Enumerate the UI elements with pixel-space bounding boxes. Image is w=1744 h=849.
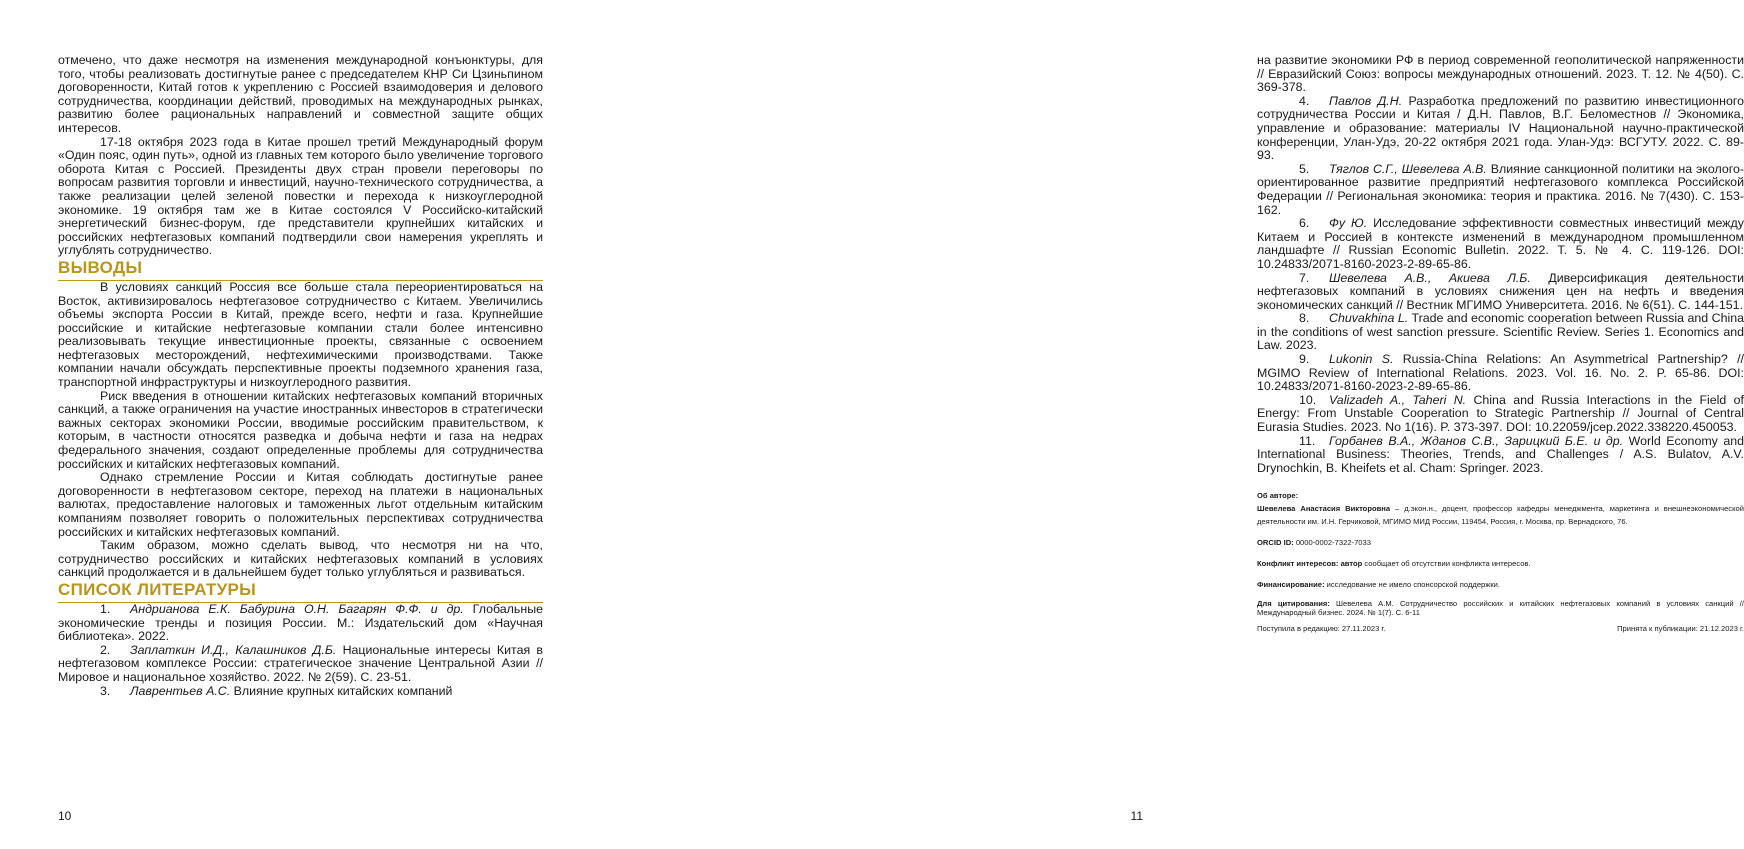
reference-item [58, 685, 543, 699]
reference-number: 5. [1299, 161, 1310, 176]
reference-item [1257, 272, 1744, 313]
reference-item [1257, 394, 1744, 435]
reference-text: Влияние санкционной политики на эколого-ориентированное развитие предприятий нефтегазового комплекса Российской Федерации // Региональная экономика: теория и практика. 2016. № 7(430). С. 153-162. [1257, 161, 1744, 217]
reference-text: Исследование эффективности совместных инвестиций между Китаем и Россией в контексте изменений в международном промышленном ландшафте // Russian Economic Bulletin. 2022. Т. 5. № 4. С. 119-126. DOI: 10.24833/2071-8160-2023-2-89-65-86. [1257, 216, 1744, 271]
reference-text: Разработка предложений по развитию инвестиционного сотрудничества России и Китая / Д.Н. Павлов, В.Г. Беломестнов // Экономика, управление и образование: материалы IV Национальной научно-практической конференции, Улан-Удэ, 20-22 октября 2021 года. Улан-Удэ: ВСГУТУ. 2022. С. 89-93. [1257, 93, 1744, 163]
reference-number: 7. [1299, 270, 1310, 285]
section-heading-references: СПИСОК ЛИТЕРАТУРЫ [58, 580, 543, 603]
reference-number: 3. [100, 683, 111, 698]
reference-item [1257, 435, 1744, 476]
page-number-left: 10 [58, 809, 72, 823]
conflict-info [1257, 557, 1744, 570]
received-date: Поступила в редакцию: 27.11.2023 г. [1257, 624, 1386, 634]
reference-authors: Тяглов С.Г., Шевелева А.В. [1329, 161, 1487, 176]
funding-value: исследование не имело спонсорской поддержки. [1324, 580, 1501, 590]
reference-text: China and Russia Interactions in the Field of Energy: From Unstable Cooperation to Strategic Partnership // Journal of Central Eurasia Studies. 2023. No 1(16). P. 373-397. DOI: 10.22059/jcep.2022.338220.450053. [1257, 392, 1744, 435]
reference-authors: Горбанев В.А., Жданов С.В., Зарицкий Б.Е. и др. [1329, 433, 1624, 448]
author-name: Шевелева Анастасия Викторовна [1257, 504, 1391, 514]
reference-item [1257, 217, 1744, 271]
reference-item [58, 644, 543, 685]
body-paragraph: Таким образом, можно сделать вывод, что несмотря ни на что, сотрудничество российских и китайских нефтегазовых компаний в условиях санкций продолжается и в дальнейшем будет только углубляться и развиваться. [58, 538, 543, 580]
accepted-date: Принята к публикации: 21.12.2023 г. [1617, 624, 1744, 634]
conflict-value: сообщает об отсутствии конфликта интересов. [1362, 559, 1531, 569]
reference-item [1257, 163, 1744, 217]
reference-text: Диверсификация деятельности нефтегазовых компаний в условиях снижения цен на нефть и введения экономических санкций // Вестник МГИМО Университета. 2016. № 6(51). С. 144-151. [1257, 270, 1744, 312]
author-description: – д.экон.н., доцент, профессор кафедры менеджмента, маркетинга и внешнеэкономической деятельности им. И.Н. Герчиковой, МГИМО МИД России, 119454, Россия, г. Москва, пр. Вернадского, 76. [1257, 504, 1744, 527]
reference-item [1257, 353, 1744, 394]
reference-item [58, 603, 543, 644]
reference-number: 8. [1299, 311, 1310, 326]
reference-authors: Lukonin S. [1329, 352, 1394, 367]
orcid-info [1257, 536, 1744, 549]
article-metadata [1257, 489, 1744, 634]
reference-authors: Шевелева А.В., Акиева Л.Б. [1329, 270, 1531, 285]
reference-authors: Лаврентьев А.С. [130, 683, 231, 698]
citation-label: Для цитирования: [1257, 599, 1330, 609]
reference-authors: Павлов Д.Н. [1329, 93, 1403, 108]
reference-text: Глобальные экономические тренды и позиция России. М.: Издательский дом «Научная библиотека». 2022. [58, 601, 543, 644]
reference-text: Russia-China Relations: An Asymmetrical Partnership? // MGIMO Review of International Relations. 2023. Vol. 16. No. 2. P. 65-86. DOI: 10.24833/2071-8160-2023-2-89-65-86. [1257, 352, 1744, 394]
citation-value: Шевелева А.М. Сотрудничество российских и китайских нефтегазовых компаний в условиях санкций // Международный бизнес. 2024. № 1(7). С. 6-11 [1257, 599, 1744, 618]
left-page [0, 0, 600, 849]
reference-authors: Фу Ю. [1329, 216, 1368, 231]
reference-number: 1. [100, 601, 111, 616]
reference-continuation: на развитие экономики РФ в период современной геополитической напряженности // Евразийский Союз: вопросы международных отношений. 2023. Т. 12. № 4(50). С. 369-378. [1257, 53, 1744, 95]
reference-number: 9. [1299, 352, 1310, 367]
reference-number: 11. [1299, 433, 1316, 448]
orcid-value: 0000-0002-7322-7033 [1293, 538, 1371, 548]
reference-authors: Chuvakhina L. [1329, 311, 1409, 326]
left-column [58, 54, 543, 698]
body-paragraph: 17-18 октября 2023 года в Китае прошел третий Международный форум «Один пояс, один путь», одной из главных тем которого было увеличение торгового оборота Китая с Россией. Президенты двух стран провели переговоры по вопросам развития торговли и инвестиций, научно-технического сотрудничества, а также реализации целей зеленой повестки и перехода к низкоуглеродной экономике. 19 октября там же в Китае состоялся V Российско-китайский энергетический бизнес-форум, где представители крупнейших китайских и российских нефтегазовых компаний подтвердили свои намерения укреплять и углублять сотрудничество. [58, 134, 543, 258]
reference-number: 4. [1299, 93, 1310, 108]
reference-number: 6. [1299, 216, 1310, 231]
body-paragraph: В условиях санкций Россия все больше стала переориентироваться на Восток, активизировалось нефтегазовое сотрудничество с Китаем. Увеличились объемы экспорта России в Китай, прежде всего, нефти и газа. Крупнейшие российские и китайские нефтегазовые компании стали более интенсивно реализовывать текущие инвестиционные проекты, связанные с освоением нефтегазовых месторождений, нефтехимическими производствами. Также компании начали обсуждать перспективные проекты подземного хранения газа, транспортной инфраструктуры и низкоуглеродного развития. [58, 279, 543, 390]
dates-row [1257, 623, 1744, 634]
author-info [1257, 502, 1744, 528]
reference-number: 2. [100, 642, 111, 657]
orcid-label: ORCID ID: [1257, 538, 1294, 548]
reference-text: Национальные интересы Китая в нефтегазовом комплексе России: стратегическое значение Центральной Азии // Мировое и национальное хозяйство. 2022. № 2(59). С. 23-51. [58, 642, 543, 684]
about-author-label: Об авторе: [1257, 491, 1299, 501]
citation-info [1257, 599, 1744, 617]
conflict-label: Конфликт интересов: автор [1257, 559, 1363, 569]
reference-authors: Заплаткин И.Д., Калашников Д.Б. [130, 642, 337, 657]
reference-item [1257, 312, 1744, 353]
funding-label: Финансирование: [1257, 580, 1325, 590]
body-paragraph: Однако стремление России и Китая соблюдать достигнутые ранее договоренности в нефтегазовом секторе, переход на платежи в национальных валютах, предоставление налоговых и таможенных льгот отдельным китайским компаниям позволяет говорить о положительных перспективах сотрудничества российских и китайских нефтегазовых компаний. [58, 470, 543, 539]
body-paragraph: отмечено, что даже несмотря на изменения международной конъюнктуры, для того, чтобы реализовать достигнутые ранее с председателем КНР Си Цзиньпином договоренности, Китай готов к укреплению с Россией взаимодоверия и делового сотрудничества, координации действий, проводимых на международных рынках, развитию более рациональных направлений и совместной защите общих интересов. [58, 53, 543, 135]
section-heading-conclusions: ВЫВОДЫ [58, 258, 543, 281]
body-paragraph: Риск введения в отношении китайских нефтегазовых компаний вторичных санкций, а также ограничения на участие иностранных инвесторов в стратегически важных секторах экономики России, вводимые российским правительством, к которым, в частности относятся разведка и добыча нефти и газа на недрах федерального значения, создают определенные проблемы для сотрудничества российских и китайских нефтегазовых компаний. [58, 388, 543, 471]
reference-text: Trade and economic cooperation between Russia and China in the conditions of west sanction pressure. Scientific Review. Series 1. Economics and Law. 2023. [1257, 311, 1744, 353]
funding-info [1257, 578, 1744, 591]
right-page [600, 0, 1744, 849]
right-column [1257, 54, 1744, 634]
reference-item [1257, 95, 1744, 163]
reference-text: Влияние крупных китайских компаний [230, 683, 453, 698]
reference-authors: Андрианова Е.К. Бабурина О.Н. Багарян Ф.Ф. и др. [130, 601, 464, 616]
reference-text: World Economy and International Business: Theories, Trends, and Challenges / A.S. Bulatov, A.V. Drynochkin, B. Kheifets et al. Cham: Springer. 2023. [1257, 433, 1744, 475]
reference-authors: Valizadeh A., Taheri N. [1329, 392, 1467, 407]
reference-number: 10. [1299, 392, 1317, 407]
page-number-right: 11 [1130, 809, 1143, 823]
